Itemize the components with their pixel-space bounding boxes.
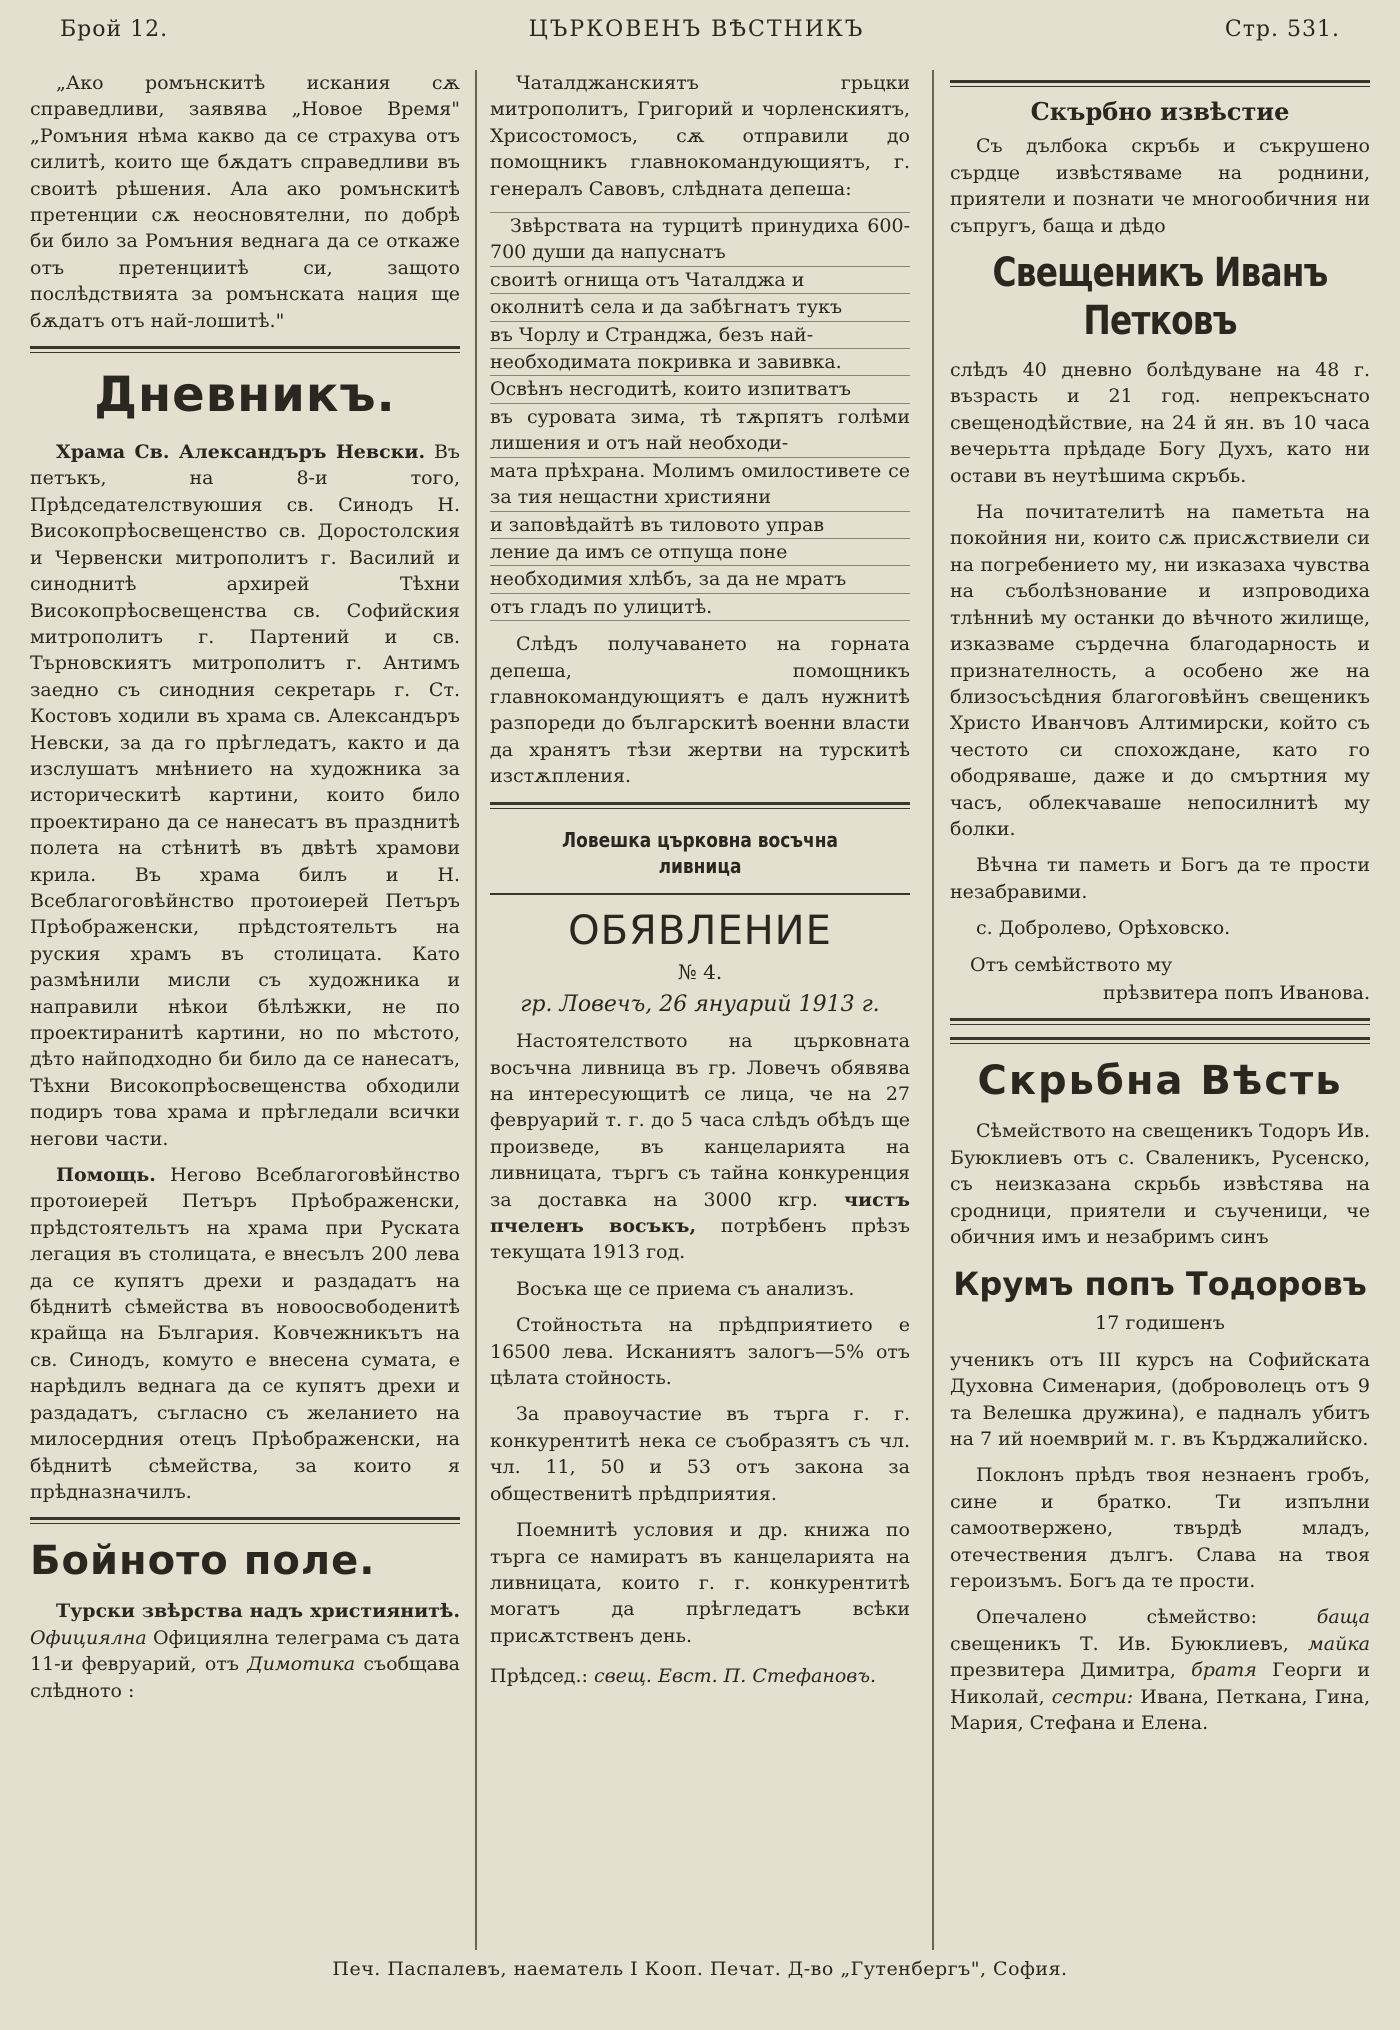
obyavlenie-para1 — [490, 1028, 910, 1266]
poklon-text: Поклонъ прѣдъ твоя незнаенъ гробъ, сине и братко. Ти изпълни самоотвержено, твърдѣ младъ, отечествения дългъ. Слава на твоя героизъмъ. Богъ да те прости. — [950, 1464, 1370, 1593]
deceased2-text: ученикъ отъ III курсъ на Софийската Духовна Сименария, (доброволецъ отъ 9 та Велешка дружина), е падналъ убитъ на 7 ий ноемврий м. г. въ Кърджалийско. — [950, 1348, 1370, 1451]
opechaleno-label: Опечалено сѣмейство: — [976, 1606, 1257, 1629]
deceased1-name: Свещеникъ Иванъ Петковъ — [992, 250, 1328, 345]
obyavlenie-para3: Стойностьта на прѣдприятието е 16500 лева. Исканиятъ залогъ—5% отъ цѣлата стойность. — [490, 1314, 910, 1390]
section-divider — [950, 80, 1370, 87]
sled-paragraph: Слѣдъ получаването на горната депеша, помощникъ главнокомандующиятъ е далъ нужнитѣ разпореди до българскитѣ военни власти да хранятъ тѣзи жертви на турскитѣ изстѫпления. — [490, 633, 910, 788]
depesha-line: въ суровата зима, тѣ тѫрпятъ голѣми лишения и отъ най необходи- — [490, 404, 910, 458]
obyavlenie-para4: За правоучастие въ търга г. г. конкурентитѣ нека се съобразятъ съ чл. чл. 11, 50 и 53 отъ закона за общественитѣ прѣдприятия. — [490, 1403, 910, 1505]
turski-place: Димотика — [247, 1653, 356, 1676]
boyno-heading: Бойното поле. — [30, 1538, 376, 1585]
obyavlenie-signature — [490, 1663, 910, 1689]
brothers-names: Георги и Николай, — [950, 1659, 1371, 1708]
section-divider — [30, 1517, 460, 1524]
depesha-line: мата прѣхрана. Молимъ омилостивете се за тия нещастни християни — [490, 458, 910, 512]
turski-lead: Турски звѣрства надъ християнитѣ. — [56, 1600, 460, 1623]
pomosht-body: Негово Всеблагоговѣйнство протоиерей Петъръ Прѣображенски, прѣдстоятельтъ на храма при Руската легация въ столицата, е внесълъ 200 лева да се купятъ дрехи и раздадатъ на бѣднитѣ сѣмейства въ новоосвободенитѣ крайща на България. Ковчежникътъ на св. Синодъ, комуто е внесена сумата, е нарѣдилъ веднага да се купятъ дрехи и раздадатъ, съгласно съ желанието на милосердния отецъ Прѣображенски, на бѣднитѣ сѣмейства, за които я прѣдназначилъ. — [30, 1164, 461, 1503]
skrabna-heading: Скрьбна Вѣсть — [977, 1058, 1343, 1105]
vechna-text: Вѣчна ти паметь и Богъ да те прости незабравими. — [950, 854, 1370, 903]
dnevnik-heading: Дневникъ. — [94, 367, 396, 424]
section-divider — [950, 1018, 1370, 1025]
family-list — [950, 1604, 1370, 1736]
khram-paragraph — [30, 439, 460, 1152]
section-divider — [950, 1037, 1370, 1044]
livnitsa-banner: Ловешка църковна восъчна ливница — [562, 827, 838, 878]
section-divider — [490, 802, 910, 809]
mother-name: презвитера Димитра, — [950, 1659, 1176, 1682]
father-name: свещеникъ Т. Ив. Буюклиевъ, — [950, 1632, 1289, 1655]
khram-body: Въ петъкъ, на 8-и того, Прѣдседателствуюшия св. Синодъ Н. Високопрѣосвещенство св. Доростолския и Червенски митрополитъ г. Василий и синоднитѣ архирей Тѣхни Високопрѣосвещенства св. Софийския митрополитъ г. Партений и св. Търновскиятъ митрополитъ г. Антимъ заедно съ синодния секретарь г. Ст. Костовъ ходили въ храма св. Александъръ Невски, за да го прѣгледатъ, както и да изслушатъ мнѣнието на художника за историческитѣ картини, които било проектирано да се нанесатъ въ празднитѣ полета на стѣнитѣ въ двѣтѣ храмови крила. Въ храма билъ и Н. Всеблагоговѣйнство протоиерей Петъръ Прѣображенски, прѣдстоятельтъ на руския храмъ въ столицата. Като размѣнили мисли съ художника и направили нѣкои бѣлѣжки, не по проектиранитѣ картини, но по мѣстото, дѣто найподходно би било да се нанесатъ, Тѣхни Високопрѣосвещенства обходили подиръ това храма и прѣгледали всички негови части. — [30, 441, 460, 1150]
depesha-line: необходимата покривка и завивка. — [490, 349, 910, 376]
signature-label: Прѣдсед.: — [490, 1665, 588, 1688]
chatalja-intro: Чаталджанскиятъ грьцки митрополитъ, Григорий и чорленскиятъ, Хрисостомосъ, сѫ отправили до помощникъ главнокомандующиятъ, г. генералъ Савовъ, слѣдната депеша: — [490, 72, 910, 200]
obyavlenie-date: гр. Ловечъ, 26 януарий 1913 г. — [520, 991, 880, 1017]
depesha-line: ление да имъ се отпуща поне — [490, 539, 910, 566]
para1-text-a: Настоятелството на църковната восъчна ливница въ гр. Ловечъ обявява на интересующитѣ се лица, че на 27 февруарий т. г. до 5 часа слѣдъ обѣдъ ще произведе, въ канцеларията на ливницата, търгъ съ тайна конкуренция за доставка на 3000 кгр. — [490, 1030, 910, 1211]
depesha-line: въ Чорлу и Странджа, безъ най- — [490, 322, 910, 349]
skrabna-intro: Сѣмейството на свещеникъ Тодоръ Ив. Буюклиевъ отъ с. Сваленикъ, Русенско, съ неизказана скрьбь извѣстява на сродници, приятели и съученици, че обичния имъ и незабримъ синъ — [950, 1120, 1370, 1248]
khram-lead: Храма Св. Александъръ Невски. — [56, 441, 426, 464]
column-rule-left — [475, 70, 477, 1950]
obyavlenie-para5: Поемнитѣ условия и др. книжа по търга се намиратъ въ канцеларията на ливницата, които г. г. конкурентитѣ могатъ да прѣгледатъ всѣки присѫтственъ день. — [490, 1519, 910, 1647]
brothers-label: братя — [1191, 1659, 1257, 1682]
obyavlenie-para2: Восъка ще се приема съ анализъ. — [516, 1277, 855, 1300]
turski-body-b: съобщава слѣдното : — [30, 1653, 460, 1702]
sisters-label: сестри: — [1051, 1685, 1134, 1708]
banner-rule — [490, 893, 910, 895]
father-label: баща — [1316, 1606, 1370, 1629]
deceased2-age: 17 годишенъ — [1095, 1312, 1225, 1335]
depesha-box — [490, 213, 910, 621]
newspaper-title: ЦЪРКОВЕНЪ ВѢСТНИКЪ — [528, 16, 865, 42]
depesha-line: необходимия хлѣбъ, за да не мратъ — [490, 566, 910, 593]
pomosht-paragraph — [30, 1162, 460, 1505]
issue-number: Брой 12. — [60, 16, 169, 42]
para1-text-b: потрѣбенъ прѣзъ текущата 1913 год. — [490, 1215, 910, 1264]
deceased2-name: Крумъ попъ Тодоровъ — [953, 1265, 1367, 1304]
family-signature: прѣзвитера попъ Иванова. — [1103, 981, 1370, 1004]
intro-quote: „Ако ромънскитѣ искания сѫ справедливи, заявява „Новое Время" „Ромъния нѣма какво да се страхува отъ силитѣ, които ще бѫдатъ справедливи въ своитѣ рѣшения. Ала ако ромънскитѣ претенции сѫ неосновятелни, по добрѣ би било за Ромъния веднага да се откаже отъ претенциитѣ си, защото послѣдствията за ромънската нация ще бѫдатъ отъ най-лошитѣ." — [30, 72, 460, 332]
depesha-line: околнитѣ села и да забѣгнатъ тукъ — [490, 294, 910, 321]
from-family: Отъ семѣйството му — [970, 953, 1173, 976]
para1-bold: чистъ пчеленъ восъкъ, — [490, 1188, 910, 1238]
deceased1-text: слѣдъ 40 дневно болѣдуване на 48 г. възрасть и 21 год. непрекъснато свещенодѣйствие, на 24 й ян. въ 10 часа вечерьтта прѣдаде Богу Духъ, като ни остави въ неутѣшима скръбь. — [950, 359, 1370, 487]
page-number: Стр. 531. — [1224, 16, 1340, 42]
sisters-names: Ивана, Петкана, Гина, Мария, Стефана и Елена. — [950, 1685, 1370, 1735]
depesha-line: Звѣрствата на турцитѣ принудиха 600- 700 души да напуснатъ — [490, 213, 910, 267]
turski-official: Официялна — [30, 1626, 147, 1649]
turski-paragraph — [30, 1598, 460, 1704]
column-rule-right — [932, 70, 934, 1950]
depesha-line: отъ гладъ по улицитѣ. — [490, 594, 910, 621]
turski-body-a: Официялна телеграма съ дата 11-и февруарий, отъ — [30, 1626, 460, 1676]
depesha-line: Освѣнъ несгодитѣ, които изпитватъ — [490, 376, 910, 403]
depesha-line: своитѣ огнища отъ Чаталджа и — [490, 267, 910, 294]
section-divider — [30, 346, 460, 353]
obyavlenie-heading: ОБЯВЛЕНИЕ — [568, 908, 832, 955]
running-header — [60, 14, 1340, 44]
pomosht-lead: Помощь. — [56, 1164, 156, 1187]
skorbno-heading: Скърбно извѣстие — [1030, 97, 1290, 126]
column-left — [30, 70, 460, 1950]
mother-label: майка — [1308, 1632, 1371, 1655]
skorbno-intro: Съ дълбока скръбь и съкрушено сърдце извѣстяваме на роднини, приятели и познати че многообичния ни съпругъ, баща и дѣдо — [950, 135, 1370, 237]
column-right — [950, 70, 1370, 1950]
thanks-text: На почитателитѣ на паметьта на покойния ни, които сѫ присѫствиели си на погребението му, ни изказаха чувства на съболѣзнование и изпроводиха тлѣнниѣ му останки до вѣчното жилище, изказваме сърдечна благодарность и признателность, а особено же на близосъсѣдния благоговѣйнъ свещеникъ Христо Иванчовъ Алтимирски, който съ честото си спохождане, като го ободряваше, даже и до смъртния му часъ, облекчаваше непосилнитѣ му болки. — [950, 501, 1370, 840]
obyavlenie-number: № 4. — [677, 960, 723, 985]
printer-footer: Печ. Паспалевъ, наематель I Кооп. Печат. Д-во „Гутенбергъ", София. — [332, 1958, 1068, 1980]
signature-name: свещ. Евст. П. Стефановъ. — [593, 1665, 877, 1688]
column-middle — [490, 70, 910, 1950]
depesha-line: и заповѣдайтѣ въ тиловото управ — [490, 512, 910, 539]
place1: с. Добролево, Орѣховско. — [976, 917, 1231, 940]
